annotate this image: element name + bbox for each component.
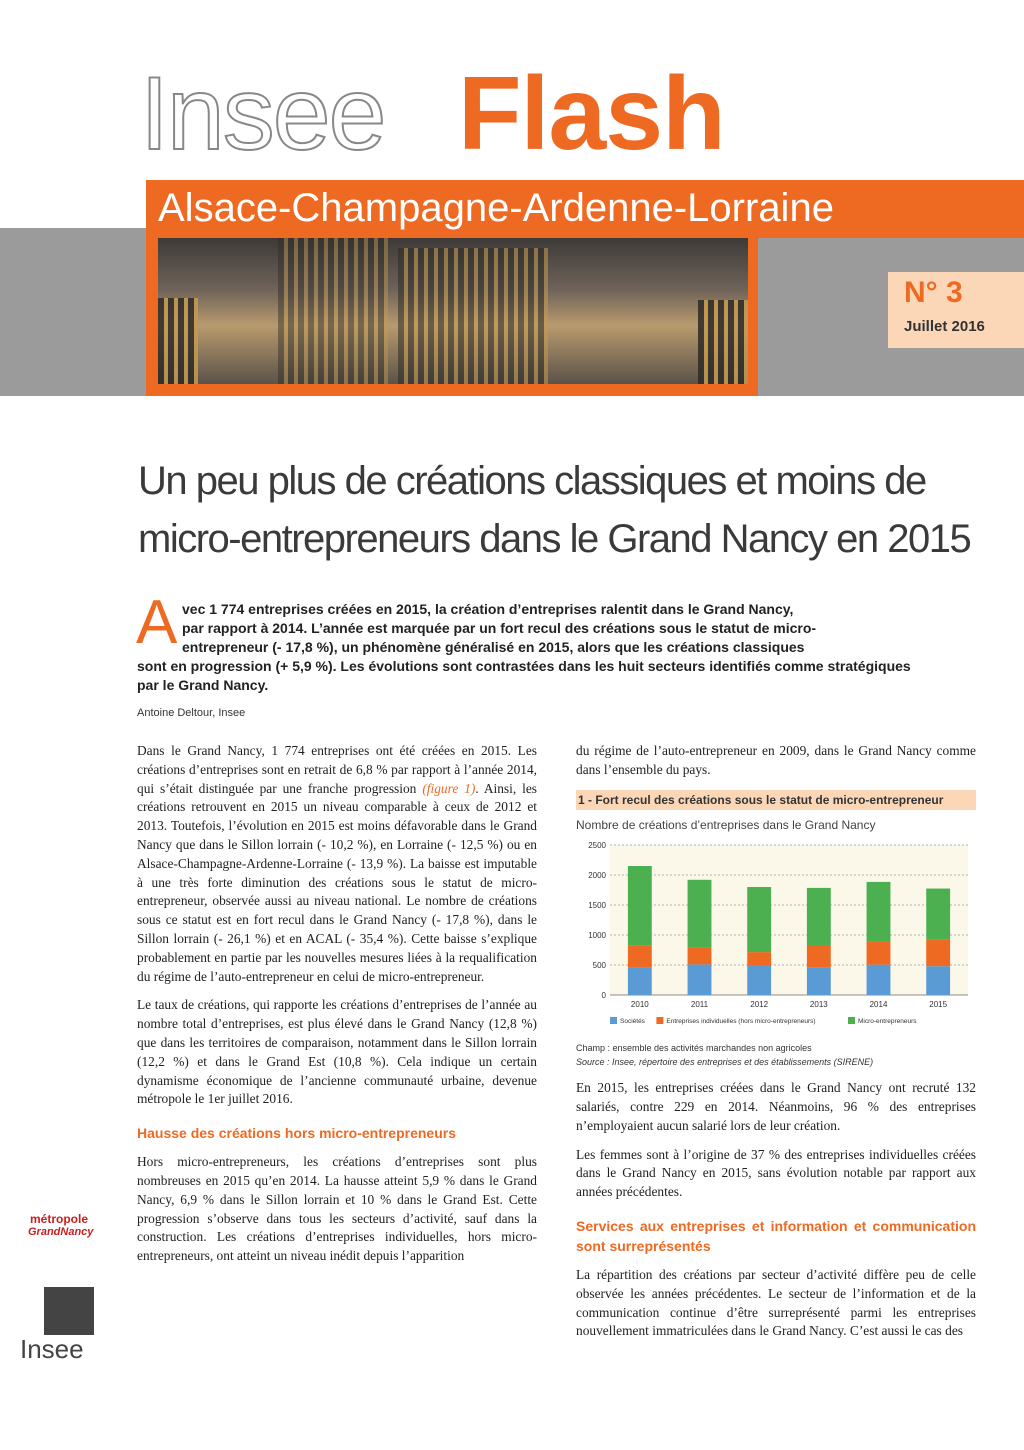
y-tick-label: 1500 — [588, 901, 606, 911]
bar-segment — [807, 968, 831, 995]
x-tick-label: 2013 — [809, 1000, 828, 1010]
metropole-logo-line2: GrandNancy — [28, 1226, 94, 1238]
insee-footer-logo: Insee — [20, 1334, 84, 1364]
section-heading: Services aux entreprises et information et communication sont surreprésentés — [576, 1217, 976, 1254]
lead-line: vec 1 774 entreprises créées en 2015, la création d’entreprises ralentit dans le Grand Nancy, — [182, 601, 794, 617]
bar-segment — [867, 882, 891, 942]
x-tick-label: 2014 — [869, 1000, 888, 1010]
figure-scope-note: Champ : ensemble des activités marchandes non agricoles — [576, 1043, 812, 1054]
issue-date: Juillet 2016 — [904, 318, 985, 335]
lead-first-lines — [182, 600, 922, 657]
x-tick-label: 2011 — [690, 1000, 709, 1010]
y-tick-label: 1000 — [588, 931, 606, 941]
bar-segment — [807, 888, 831, 946]
insee-logo-text: Insee — [140, 56, 385, 172]
bar-segment — [688, 880, 712, 948]
figure-title: 1 - Fort recul des créations sous le statut de micro-entrepreneur — [576, 790, 976, 811]
lead-line: entrepreneur (- 17,8 %), un phénomène généralisé en 2015, alors que les créations classiques — [182, 639, 805, 655]
legend-swatch — [848, 1017, 855, 1024]
right-column — [576, 742, 976, 1351]
legend-label: Micro-entrepreneurs — [858, 1018, 917, 1026]
bar-segment — [628, 946, 652, 968]
building-shape — [698, 300, 748, 384]
text: . Ainsi, les créations retrouvent en 2015 un niveau comparable à ceux de 2012 et 2013. Toutefois, l’évolution en 2015 est moins défavorable dans le Grand Nancy que dans le Sillon lorrain (- 10,2 %), en Lorraine (- 12,5 %) ou en Alsace-Champagne-Ardenne-Lorraine (- 13,9 %). La baisse est imputable à une très forte diminution des créations sous le statut de micro-entrepreneur, observée aussi au niveau national. Le nombre de créations sous ce statut est en fort recul dans le Grand Nancy (- 17,8 %), dans le Sillon lorrain (- 26,1 %) et en ACAL (- 35,4 %). Cette baisse s’explique probablement en partie par les nouvelles mesures liées à la requalification du régime de l’auto-entrepreneur en celui de micro-entrepreneur. — [137, 780, 537, 984]
paragraph: Les femmes sont à l’origine de 37 % des entreprises individuelles créées dans le Grand Nancy en 2015, sans évolution notable par rapport aux années précédentes. — [576, 1146, 976, 1200]
building-shape — [398, 248, 548, 384]
section-heading: Hausse des créations hors micro-entrepreneurs — [137, 1125, 457, 1142]
figure-reference-link[interactable]: (figure 1) — [422, 780, 476, 796]
y-tick-label: 0 — [601, 991, 606, 1001]
metropole-logo-line1: métropole — [30, 1212, 89, 1226]
paragraph: Le taux de créations, qui rapporte les créations d’entreprises de l’année au nombre total d’entreprises, est plus élevé dans le Grand Nancy (12,8 %) que dans les territoires de comparaison, notamment dans le Sillon lorrain (12,2 %) et dans le Grand Est (10,8 %). Cela indique un certain dynamisme économique de l’ancienne communauté urbaine, devenue métropole le 1er juillet 2016. — [137, 997, 537, 1107]
paragraph: La répartition des créations par secteur d’activité diffère peu de celle observée les années précédentes. Le secteur de l’information et de la communication continue d’être surreprésenté parmi les entreprises nouvellement immatriculées dans le Grand Nancy. C’est aussi le cas des — [576, 1266, 976, 1339]
bar-segment — [926, 889, 950, 940]
legend-swatch — [656, 1017, 663, 1024]
bar-segment — [807, 946, 831, 968]
bar-segment — [628, 968, 652, 996]
page-title — [138, 452, 998, 568]
bar-segment — [926, 966, 950, 995]
bar-segment — [867, 942, 891, 965]
figure-source-note: Source : Insee, répertoire des entreprises et des établissements (SIRENE) — [576, 1057, 874, 1068]
building-shape — [158, 298, 198, 384]
y-tick-label: 2000 — [588, 871, 606, 881]
text: Dans le Grand Nancy, 1 774 entreprises ont été créées en 2015. Les créations d’entreprises sont en retrait de 6,8 % par rapport à l’année 2014, qui s’était distinguée par une franche progression — [137, 743, 537, 796]
author: Antoine Deltour, Insee — [137, 707, 246, 719]
legend-label: Entreprises individuelles (hors micro-entrepreneurs) — [666, 1018, 816, 1026]
header-photo — [158, 238, 748, 384]
paragraph: du régime de l’auto-entrepreneur en 2009, dans le Grand Nancy comme dans l’ensemble du pays. — [576, 743, 976, 777]
figure-subtitle: Nombre de créations d’entreprises dans le Grand Nancy — [576, 818, 876, 833]
lead-line: par rapport à 2014. L’année est marquée par un fort recul des créations sous le statut de micro- — [182, 620, 817, 636]
legend-swatch — [610, 1017, 617, 1024]
paragraph: En 2015, les entreprises créées dans le Grand Nancy ont recruté 132 salariés, contre 229 en 2014. Néanmoins, 96 % des entreprises n’employaient aucun salarié lors de leur création. — [576, 1080, 976, 1133]
legend-label: Sociétés — [620, 1018, 645, 1026]
bar-segment — [926, 940, 950, 966]
bar-segment — [688, 948, 712, 965]
x-tick-label: 2015 — [929, 1000, 948, 1010]
paragraph: Hors micro-entrepreneurs, les créations d’entreprises sont plus nombreuses en 2015 qu’en 2014. La hausse atteint 5,9 % dans le Grand Nancy, 6,9 % dans le Sillon lorrain et 10 % dans le Grand Est. Cette progression s’observe dans tous les secteurs d’activité, sauf dans la construction. Les créations d’entreprises individuelles, hors micro-entrepreneurs, ont atteint un niveau inédit depuis l’apparition — [137, 1154, 537, 1264]
flash-logo-text: Flash — [458, 56, 725, 172]
lead-dropcap: A — [136, 588, 178, 657]
building-shape — [278, 238, 388, 384]
x-tick-label: 2012 — [750, 1000, 769, 1010]
x-tick-label: 2010 — [630, 1000, 649, 1010]
paragraph — [137, 742, 537, 986]
region-title: Alsace-Champagne-Ardenne-Lorraine — [158, 186, 834, 230]
plot-area — [610, 845, 968, 995]
bar-segment — [747, 952, 771, 965]
stacked-bar-chart — [576, 839, 976, 1035]
issue-number: N° 3 — [904, 276, 963, 309]
bar-segment — [747, 887, 771, 952]
y-tick-label: 2500 — [588, 841, 606, 851]
lead-rest: sont en progression (+ 5,9 %). Les évolutions sont contrastées dans les huit secteurs identifiés comme stratégiques par le Grand Nancy. — [137, 658, 911, 693]
title-line: Un peu plus de créations classiques et moins de — [138, 459, 926, 503]
bar-segment — [688, 965, 712, 996]
title-line: micro-entrepreneurs dans le Grand Nancy en 2015 — [138, 517, 971, 561]
bar-segment — [867, 965, 891, 995]
bar-segment — [628, 866, 652, 946]
y-tick-label: 500 — [592, 961, 606, 971]
insee-emblem-icon — [44, 1287, 94, 1335]
left-column — [137, 742, 537, 1276]
bar-segment — [747, 965, 771, 995]
